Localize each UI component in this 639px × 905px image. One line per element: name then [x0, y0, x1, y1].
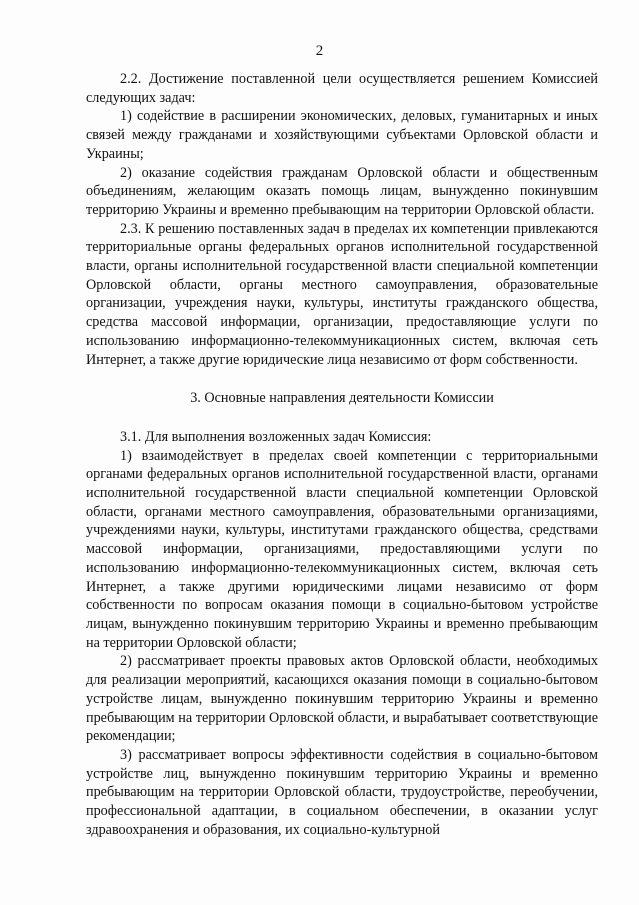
paragraph-3-1-item-1: 1) взаимодействует в пределах своей компетенции с территориальными органами федеральных органов исполнительной государственной власти, органами исполнительной государственной власти специальной компетенции Орловской области, органами местного самоуправления, образовательными организациями, учреждениями науки, культуры, институтами гражданского общества, средствами массовой информации, организациями, предоставляющими услуги по использованию информационно-телекоммуникационных систем, включая сеть Интернет, а также другими юридическими лицами независимо от форм собственности по вопросам оказания помощи в социально-бытовом устройстве лицам, вынужденно покинувшим территорию Украины и временно пребывающим на территории Орловской области; — [86, 447, 598, 651]
paragraph-3-1: 3.1. Для выполнения возложенных задач Комиссия: — [120, 428, 432, 445]
paragraph-2-2-item-2: 2) оказание содействия гражданам Орловской области и общественным объединениям, желающим оказать помощь лицам, вынужденно покинувшим территорию Украины и временно пребывающим на территории Орловской области. — [86, 164, 598, 218]
paragraph-3-1-item-3: 3) рассматривает вопросы эффективности содействия в социально-бытовом устройстве лиц, вынужденно покинувшим территорию Украины и временно пребывающим на территории Орловской области, трудоустройстве, переобучении, профессиональной адаптации, в социальном обеспечении, в оказании услуг здравоохранения и образования, их социально-культурной — [86, 746, 598, 838]
paragraph-2-3: 2.3. К решению поставленных задач в пределах их компетенции привлекаются территориальные органы федеральных органов исполнительной государственной власти, органы исполнительной государственной власти специальной компетенции Орловской области, органы местного самоуправления, образовательные организации, учреждения науки, культуры, институты гражданского общества, средства массовой информации, организации, предоставляющие услуги по использованию информационно-телекоммуникационных систем, включая сеть Интернет, а также другие юридические лица независимо от форм собственности. — [86, 220, 598, 368]
document-body — [86, 70, 598, 839]
section-heading: 3. Основные направления деятельности Комиссии — [190, 390, 494, 407]
page-number: 2 — [315, 43, 324, 59]
paragraph-2-2: 2.2. Достижение поставленной цели осуществляется решением Комиссией следующих задач: — [86, 71, 598, 106]
paragraph-3-1-item-2: 2) рассматривает проекты правовых актов Орловской области, необходимых для реализации мероприятий, касающихся оказания помощи в социально-бытовом устройстве лицам, вынужденно покинувшим территорию Украины и временно пребывающим на территории Орловской области, и вырабатывает соответствующие рекомендации; — [86, 653, 598, 745]
paragraph-2-2-item-1: 1) содействие в расширении экономических, деловых, гуманитарных и иных связей между гражданами и хозяйствующими субъектами Орловской области и Украины; — [86, 108, 598, 162]
